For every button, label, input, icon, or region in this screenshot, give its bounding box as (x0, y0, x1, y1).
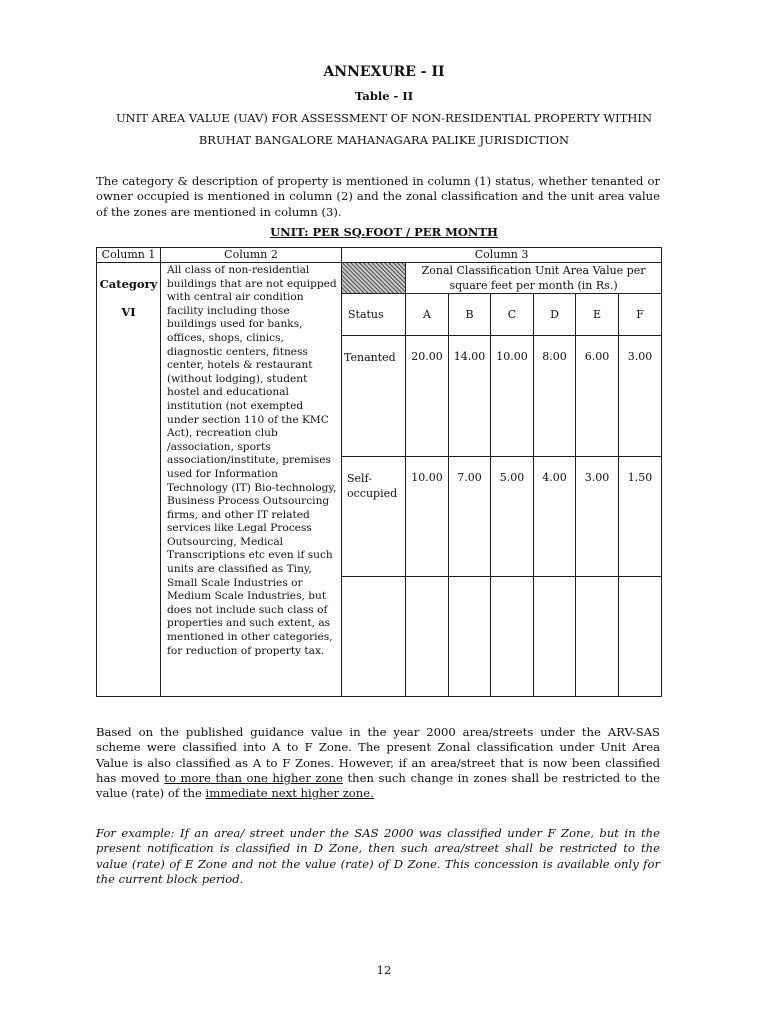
hatched-cell (342, 263, 406, 294)
title-line-2: BRUHAT BANGALORE MAHANAGARA PALIKE JURISDICTION (198, 133, 570, 147)
annexure-heading: ANNEXURE - II (323, 64, 445, 80)
empty-cell (534, 577, 576, 697)
title-line-1: UNIT AREA VALUE (UAV) FOR ASSESSMENT OF NON-RESIDENTIAL PROPERTY WITHIN (115, 111, 653, 125)
description-cell: All class of non-residential buildings that are not equipped with central air condition facility including those buildings used for banks, offices, shops, clinics, diagnostic centers, fitness center, hotels & restaurant (without lodging), student hostel and educational institution (not exempted under section 110 of the KMC Act), recreation club /association, sports association/institute, premises used for Information Technology (IT) Bio-technology, Business Process Outsourcing firms, and other IT related services like Legal Process Outsourcing, Medical Transcriptions etc even if such units are classified as Tiny, Small Scale Industries or Medium Scale Industries, but does not include such class of properties and such extent, as mentioned in other categories, for reduction of property tax. (161, 263, 342, 697)
column-1-header: Column 1 (97, 248, 161, 263)
zone-header-b: B (449, 294, 491, 336)
category-value: VI (121, 305, 136, 319)
empty-cell (491, 577, 534, 697)
column-3-header: Column 3 (342, 248, 662, 263)
status-header: Status (342, 294, 406, 336)
self-occupied-value-e: 3.00 (576, 457, 619, 577)
unit-label: UNIT: PER SQ.FOOT / PER MONTH (270, 225, 498, 239)
para2-part2: then such change in zones shall be restricted to the value (rate) of the (96, 770, 660, 801)
status-tenanted: Tenanted (342, 336, 406, 457)
empty-cell (406, 577, 449, 697)
column-2-header: Column 2 (161, 248, 342, 263)
category-label: Category (99, 277, 158, 291)
category-cell (97, 263, 161, 697)
tenanted-value-d: 8.00 (534, 336, 576, 457)
zone-header-d: D (534, 294, 576, 336)
self-occupied-value-d: 4.00 (534, 457, 576, 577)
empty-cell (576, 577, 619, 697)
self-occupied-value-f: 1.50 (619, 457, 662, 577)
intro-paragraph: The category & description of property is mentioned in column (1) status, whether tenanted or owner occupied is mentioned in column (2) and the zonal classification and the unit area value of the zones are mentioned in column (3). (96, 174, 660, 219)
empty-cell (342, 577, 406, 697)
example-paragraph: For example: If an area/ street under the SAS 2000 was classified under F Zone, but in the present notification is classified in D Zone, then such area/street shall be restricted to the value (rate) of E Zone and not the value (rate) of D Zone. This concession is available only for the current block period. (96, 826, 660, 886)
self-occupied-value-b: 7.00 (449, 457, 491, 577)
self-occupied-value-c: 5.00 (491, 457, 534, 577)
zone-header-c: C (491, 294, 534, 336)
page-number: 12 (376, 963, 392, 977)
para2-underline1: to more than one higher zone (164, 770, 343, 785)
zone-header-f: F (619, 294, 662, 336)
table-label: Table - II (354, 89, 414, 103)
para2-part1: Based on the published guidance value in the year 2000 area/streets under the ARV-SAS scheme were classified into A to F Zone. The present Zonal classification under Unit Area Value is also classified as A to F Zones. However, if an area/street that is now been classified has moved (96, 725, 660, 785)
zone-header-a: A (406, 294, 449, 336)
tenanted-value-c: 10.00 (491, 336, 534, 457)
zonal-classification-header: Zonal Classification Unit Area Value per square feet per month (in Rs.) (406, 263, 662, 294)
status-self-occupied: Self-occupied (342, 457, 406, 577)
zone-explanation-paragraph (96, 725, 660, 801)
self-occupied-value-a: 10.00 (406, 457, 449, 577)
tenanted-value-f: 3.00 (619, 336, 662, 457)
zone-header-e: E (576, 294, 619, 336)
empty-cell (619, 577, 662, 697)
tenanted-value-e: 6.00 (576, 336, 619, 457)
empty-cell (449, 577, 491, 697)
tenanted-value-b: 14.00 (449, 336, 491, 457)
tenanted-value-a: 20.00 (406, 336, 449, 457)
para2-underline2: immediate next higher zone. (205, 786, 374, 801)
uav-table (96, 247, 662, 697)
